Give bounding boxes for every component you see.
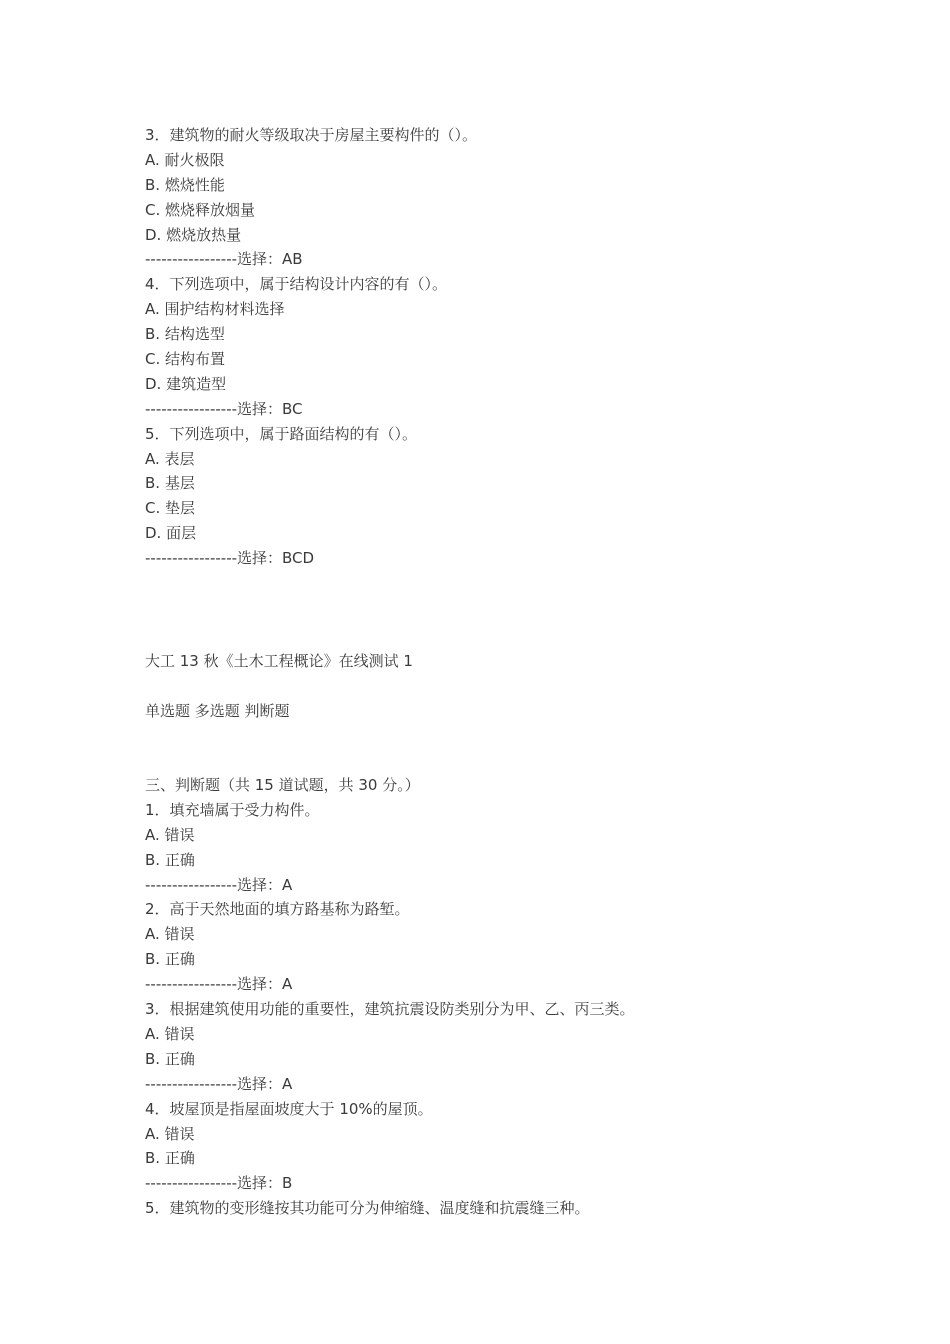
option-a: A. 错误 <box>145 925 195 944</box>
answer-line: -----------------选择：B <box>145 1174 293 1193</box>
question-block <box>145 272 905 421</box>
question-text: 4．下列选项中，属于结构设计内容的有（）。 <box>145 275 448 294</box>
question-text: 1．填充墙属于受力构件。 <box>145 800 320 819</box>
question-block <box>145 422 905 571</box>
option-a: A. 错误 <box>145 1124 195 1143</box>
question-block <box>145 798 905 898</box>
question-block <box>145 997 905 1097</box>
question-text: 2．高于天然地面的填方路基称为路堑。 <box>145 900 410 919</box>
answer-line: -----------------选择：BC <box>145 399 303 418</box>
answer-line: -----------------选择：AB <box>145 250 303 269</box>
option-a: A. 围护结构材料选择 <box>145 300 285 319</box>
option-a: A. 表层 <box>145 449 195 468</box>
option-c: C. 燃烧释放烟量 <box>145 200 256 219</box>
question-text: 5．下列选项中，属于路面结构的有（）。 <box>145 424 418 443</box>
question-text: 3．根据建筑使用功能的重要性，建筑抗震设防类别分为甲、乙、丙三类。 <box>145 1000 635 1019</box>
option-a: A. 错误 <box>145 825 195 844</box>
option-c: C. 结构布置 <box>145 350 226 369</box>
option-a: A. 耐火极限 <box>145 150 225 169</box>
option-d: D. 建筑造型 <box>145 374 227 393</box>
question-block <box>145 897 905 997</box>
answer-line: -----------------选择：BCD <box>145 549 315 568</box>
section-heading: 三、判断题（共 15 道试题，共 30 分。） <box>145 776 420 795</box>
answer-line: -----------------选择：A <box>145 975 293 994</box>
answer-line: -----------------选择：A <box>145 875 293 894</box>
answer-line: -----------------选择：A <box>145 1074 293 1093</box>
question-text: 4．坡屋顶是指屋面坡度大于 10%的屋顶。 <box>145 1099 433 1118</box>
option-b: B. 基层 <box>145 474 195 493</box>
document-page <box>145 123 905 1221</box>
question-text: 5．建筑物的变形缝按其功能可分为伸缩缝、温度缝和抗震缝三种。 <box>145 1199 590 1218</box>
option-a: A. 错误 <box>145 1024 195 1043</box>
question-text: 3．建筑物的耐火等级取决于房屋主要构件的（）。 <box>145 126 478 144</box>
section-tabs: 单选题 多选题 判断题 <box>145 702 290 721</box>
test-title: 大工 13 秋《土木工程概论》在线测试 1 <box>145 652 413 671</box>
option-b: B. 燃烧性能 <box>145 175 225 194</box>
option-b: B. 正确 <box>145 1049 195 1068</box>
option-c: C. 垫层 <box>145 499 196 518</box>
option-b: B. 正确 <box>145 1149 195 1168</box>
question-block <box>145 123 905 272</box>
option-b: B. 结构选型 <box>145 325 225 344</box>
option-b: B. 正确 <box>145 950 195 969</box>
option-b: B. 正确 <box>145 850 195 869</box>
option-d: D. 燃烧放热量 <box>145 225 242 244</box>
option-d: D. 面层 <box>145 524 197 543</box>
question-block <box>145 1097 905 1197</box>
